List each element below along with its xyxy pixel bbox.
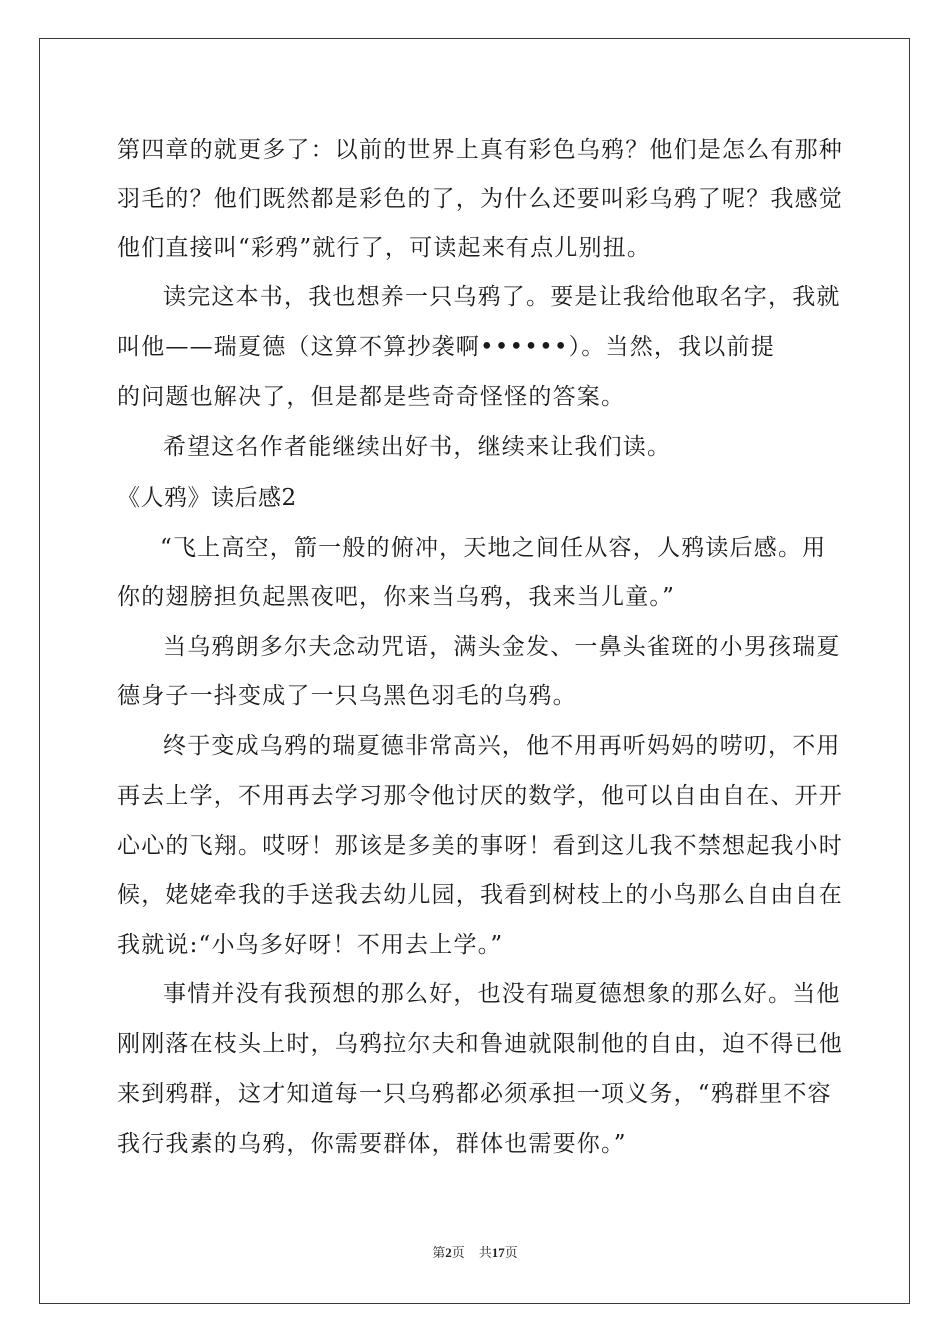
body-line: 德身子一抖变成了一只乌黑色羽毛的乌鸦。 xyxy=(117,683,577,709)
body-line: 第四章的就更多了：以前的世界上真有彩色乌鸦？他们是怎么有那种 xyxy=(117,137,843,163)
section-heading: 《人鸦》读后感2 xyxy=(117,485,297,511)
body-line: 再去上学，不用再去学习那令他讨厌的数学，他可以自由自在、开开 xyxy=(117,783,843,809)
paragraph-first-line: “飞上高空，箭一般的俯冲，天地之间任从容，人鸦读后感。用 xyxy=(160,535,827,561)
page-footer xyxy=(0,1244,950,1262)
body-line: 羽毛的？他们既然都是彩色的了，为什么还要叫彩乌鸦了呢？我感觉 xyxy=(117,186,843,212)
body-line: 刚刚落在枝头上时，乌鸦拉尔夫和鲁迪就限制他的自由，迫不得已他 xyxy=(117,1031,843,1057)
body-line: 我行我素的乌鸦，你需要群体，群体也需要你。” xyxy=(117,1131,627,1157)
page-border xyxy=(39,38,910,1304)
body-line: 心心的飞翔。哎呀！那该是多美的事呀！看到这儿我不禁想起我小时 xyxy=(117,833,843,859)
total-pages: 17 xyxy=(491,1245,505,1260)
body-line: 他们直接叫“彩鸦”就行了，可读起来有点儿别扭。 xyxy=(117,235,652,261)
body-line: 你的翅膀担负起黑夜吧，你来当乌鸦，我来当儿童。” xyxy=(117,584,676,610)
page-suffix: 页 xyxy=(451,1245,465,1260)
body-line: 我就说:“小鸟多好呀！不用去上学。” xyxy=(117,932,504,958)
paragraph-first-line: 读完这本书，我也想养一只乌鸦了。要是让我给他取名字，我就 xyxy=(163,284,841,310)
body-line: 候，姥姥牵我的手送我去幼儿园，我看到树枝上的小鸟那么自由自在 xyxy=(117,882,843,908)
total-prefix: 共 xyxy=(478,1245,492,1260)
body-line: 来到鸦群，这才知道每一只乌鸦都必须承担一项义务，“鸦群里不容 xyxy=(117,1081,832,1107)
paragraph-first-line: 事情并没有我预想的那么好，也没有瑞夏德想象的那么好。当他 xyxy=(163,981,841,1007)
page-number: 2 xyxy=(445,1245,452,1260)
paragraph-first-line: 终于变成乌鸦的瑞夏德非常高兴，他不用再听妈妈的唠叨，不用 xyxy=(163,733,841,759)
paragraph-first-line: 希望这名作者能继续出好书，继续来让我们读。 xyxy=(163,434,672,460)
body-line: 的问题也解决了，但是都是些奇奇怪怪的答案。 xyxy=(117,384,626,410)
body-line: 叫他——瑞夏德（这算不算抄袭啊••••••）。当然，我以前提 xyxy=(117,334,775,360)
total-suffix: 页 xyxy=(504,1245,518,1260)
paragraph-first-line: 当乌鸦朗多尔夫念动咒语，满头金发、一鼻头雀斑的小男孩瑞夏 xyxy=(163,634,841,660)
page-prefix: 第 xyxy=(432,1245,446,1260)
